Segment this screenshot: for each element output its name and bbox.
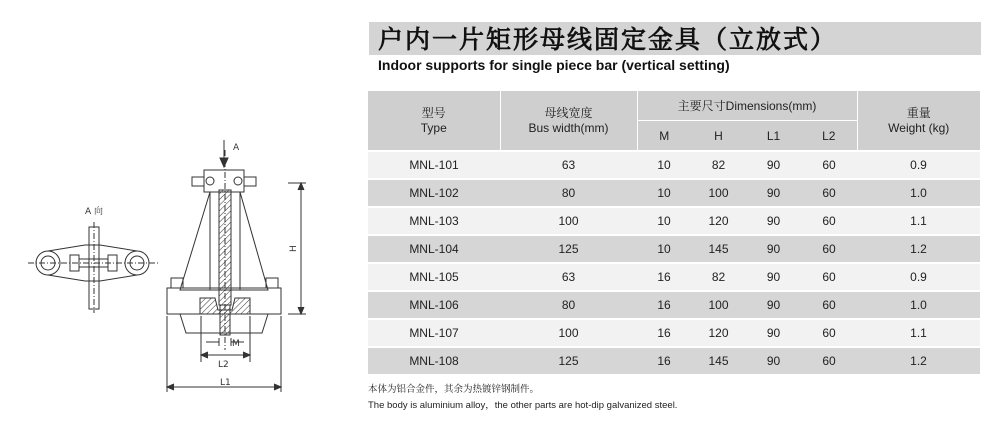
header-h: H (691, 121, 746, 152)
cell-l1: 90 (746, 291, 801, 319)
cell-weight: 1.0 (857, 291, 980, 319)
cell-type: MNL-107 (368, 319, 500, 347)
front-view-drawing (167, 140, 306, 392)
cell-l2: 60 (801, 263, 857, 291)
cell-type: MNL-106 (368, 291, 500, 319)
cell-weight: 0.9 (857, 263, 980, 291)
table-row (368, 263, 980, 291)
cell-weight: 1.2 (857, 347, 980, 374)
cell-l1: 90 (746, 235, 801, 263)
arrow-a-label: A (233, 143, 240, 153)
cell-l2: 60 (801, 179, 857, 207)
spec-table (368, 91, 980, 374)
cell-type: MNL-102 (368, 179, 500, 207)
table-row (368, 207, 980, 235)
cell-l2: 60 (801, 319, 857, 347)
cell-m: 10 (637, 179, 691, 207)
cell-l2: 60 (801, 207, 857, 235)
cell-h: 145 (691, 347, 746, 374)
cell-weight: 1.2 (857, 235, 980, 263)
cell-m: 10 (637, 207, 691, 235)
cell-m: 10 (637, 151, 691, 179)
cell-l1: 90 (746, 151, 801, 179)
cell-width: 80 (500, 291, 637, 319)
cell-l2: 60 (801, 347, 857, 374)
cell-l2: 60 (801, 235, 857, 263)
header-bus-width-en: Bus width(mm) (528, 120, 609, 135)
cell-width: 63 (500, 151, 637, 179)
cell-l1: 90 (746, 263, 801, 291)
page-title-en: Indoor supports for single piece bar (vertical setting) (378, 57, 730, 73)
cell-m: 16 (637, 347, 691, 374)
header-bus-width-cn: 母线宽度 (544, 105, 593, 120)
cell-width: 100 (500, 207, 637, 235)
header-type (368, 91, 500, 151)
cell-weight: 1.1 (857, 319, 980, 347)
cell-h: 120 (691, 319, 746, 347)
table-row (368, 319, 980, 347)
view-a-label: A 向 (85, 207, 104, 217)
note-cn: 本体为铝合金件，其余为热镀锌钢制件。 (368, 384, 540, 395)
cell-type: MNL-103 (368, 207, 500, 235)
header-l2: L2 (801, 121, 857, 152)
cell-h: 100 (691, 179, 746, 207)
cell-width: 125 (500, 235, 637, 263)
cell-type: MNL-105 (368, 263, 500, 291)
header-l1: L1 (746, 121, 801, 152)
header-weight (857, 91, 980, 151)
dim-h-label: H (289, 245, 299, 252)
cell-width: 100 (500, 319, 637, 347)
cell-l1: 90 (746, 207, 801, 235)
cell-m: 10 (637, 235, 691, 263)
cell-m: 16 (637, 291, 691, 319)
cell-h: 100 (691, 291, 746, 319)
cell-width: 63 (500, 263, 637, 291)
cell-l1: 90 (746, 179, 801, 207)
dim-m-label: M (232, 339, 240, 349)
header-type-en: Type (420, 120, 447, 135)
cell-type: MNL-104 (368, 235, 500, 263)
header-weight-en: Weight (kg) (888, 120, 950, 135)
cell-weight: 1.1 (857, 207, 980, 235)
table-row (368, 179, 980, 207)
technical-drawing (0, 0, 360, 431)
header-type-cn: 型号 (421, 105, 446, 120)
cell-l1: 90 (746, 347, 801, 374)
cell-width: 80 (500, 179, 637, 207)
header-dimensions: 主要尺寸Dimensions(mm) (637, 91, 857, 121)
table-row (368, 235, 980, 263)
table-row (368, 347, 980, 374)
page-title-cn: 户内一片矩形母线固定金具（立放式） (378, 25, 838, 54)
note-en: The body is aluminium alloy，the other parts are hot-dip galvanized steel. (368, 400, 678, 411)
table-row (368, 151, 980, 179)
dim-l2-label: L2 (218, 360, 229, 370)
cell-weight: 0.9 (857, 151, 980, 179)
a-view-drawing (28, 222, 158, 313)
cell-m: 16 (637, 263, 691, 291)
cell-l1: 90 (746, 319, 801, 347)
dim-l1-label: L1 (220, 378, 231, 388)
cell-width: 125 (500, 347, 637, 374)
cell-l2: 60 (801, 291, 857, 319)
cell-m: 16 (637, 319, 691, 347)
cell-weight: 1.0 (857, 179, 980, 207)
cell-type: MNL-108 (368, 347, 500, 374)
cell-h: 145 (691, 235, 746, 263)
cell-h: 82 (691, 263, 746, 291)
cell-h: 120 (691, 207, 746, 235)
header-weight-cn: 重量 (906, 105, 931, 120)
header-bus-width (500, 91, 637, 151)
header-m: M (637, 121, 691, 152)
cell-type: MNL-101 (368, 151, 500, 179)
table-row (368, 291, 980, 319)
cell-h: 82 (691, 151, 746, 179)
cell-l2: 60 (801, 151, 857, 179)
